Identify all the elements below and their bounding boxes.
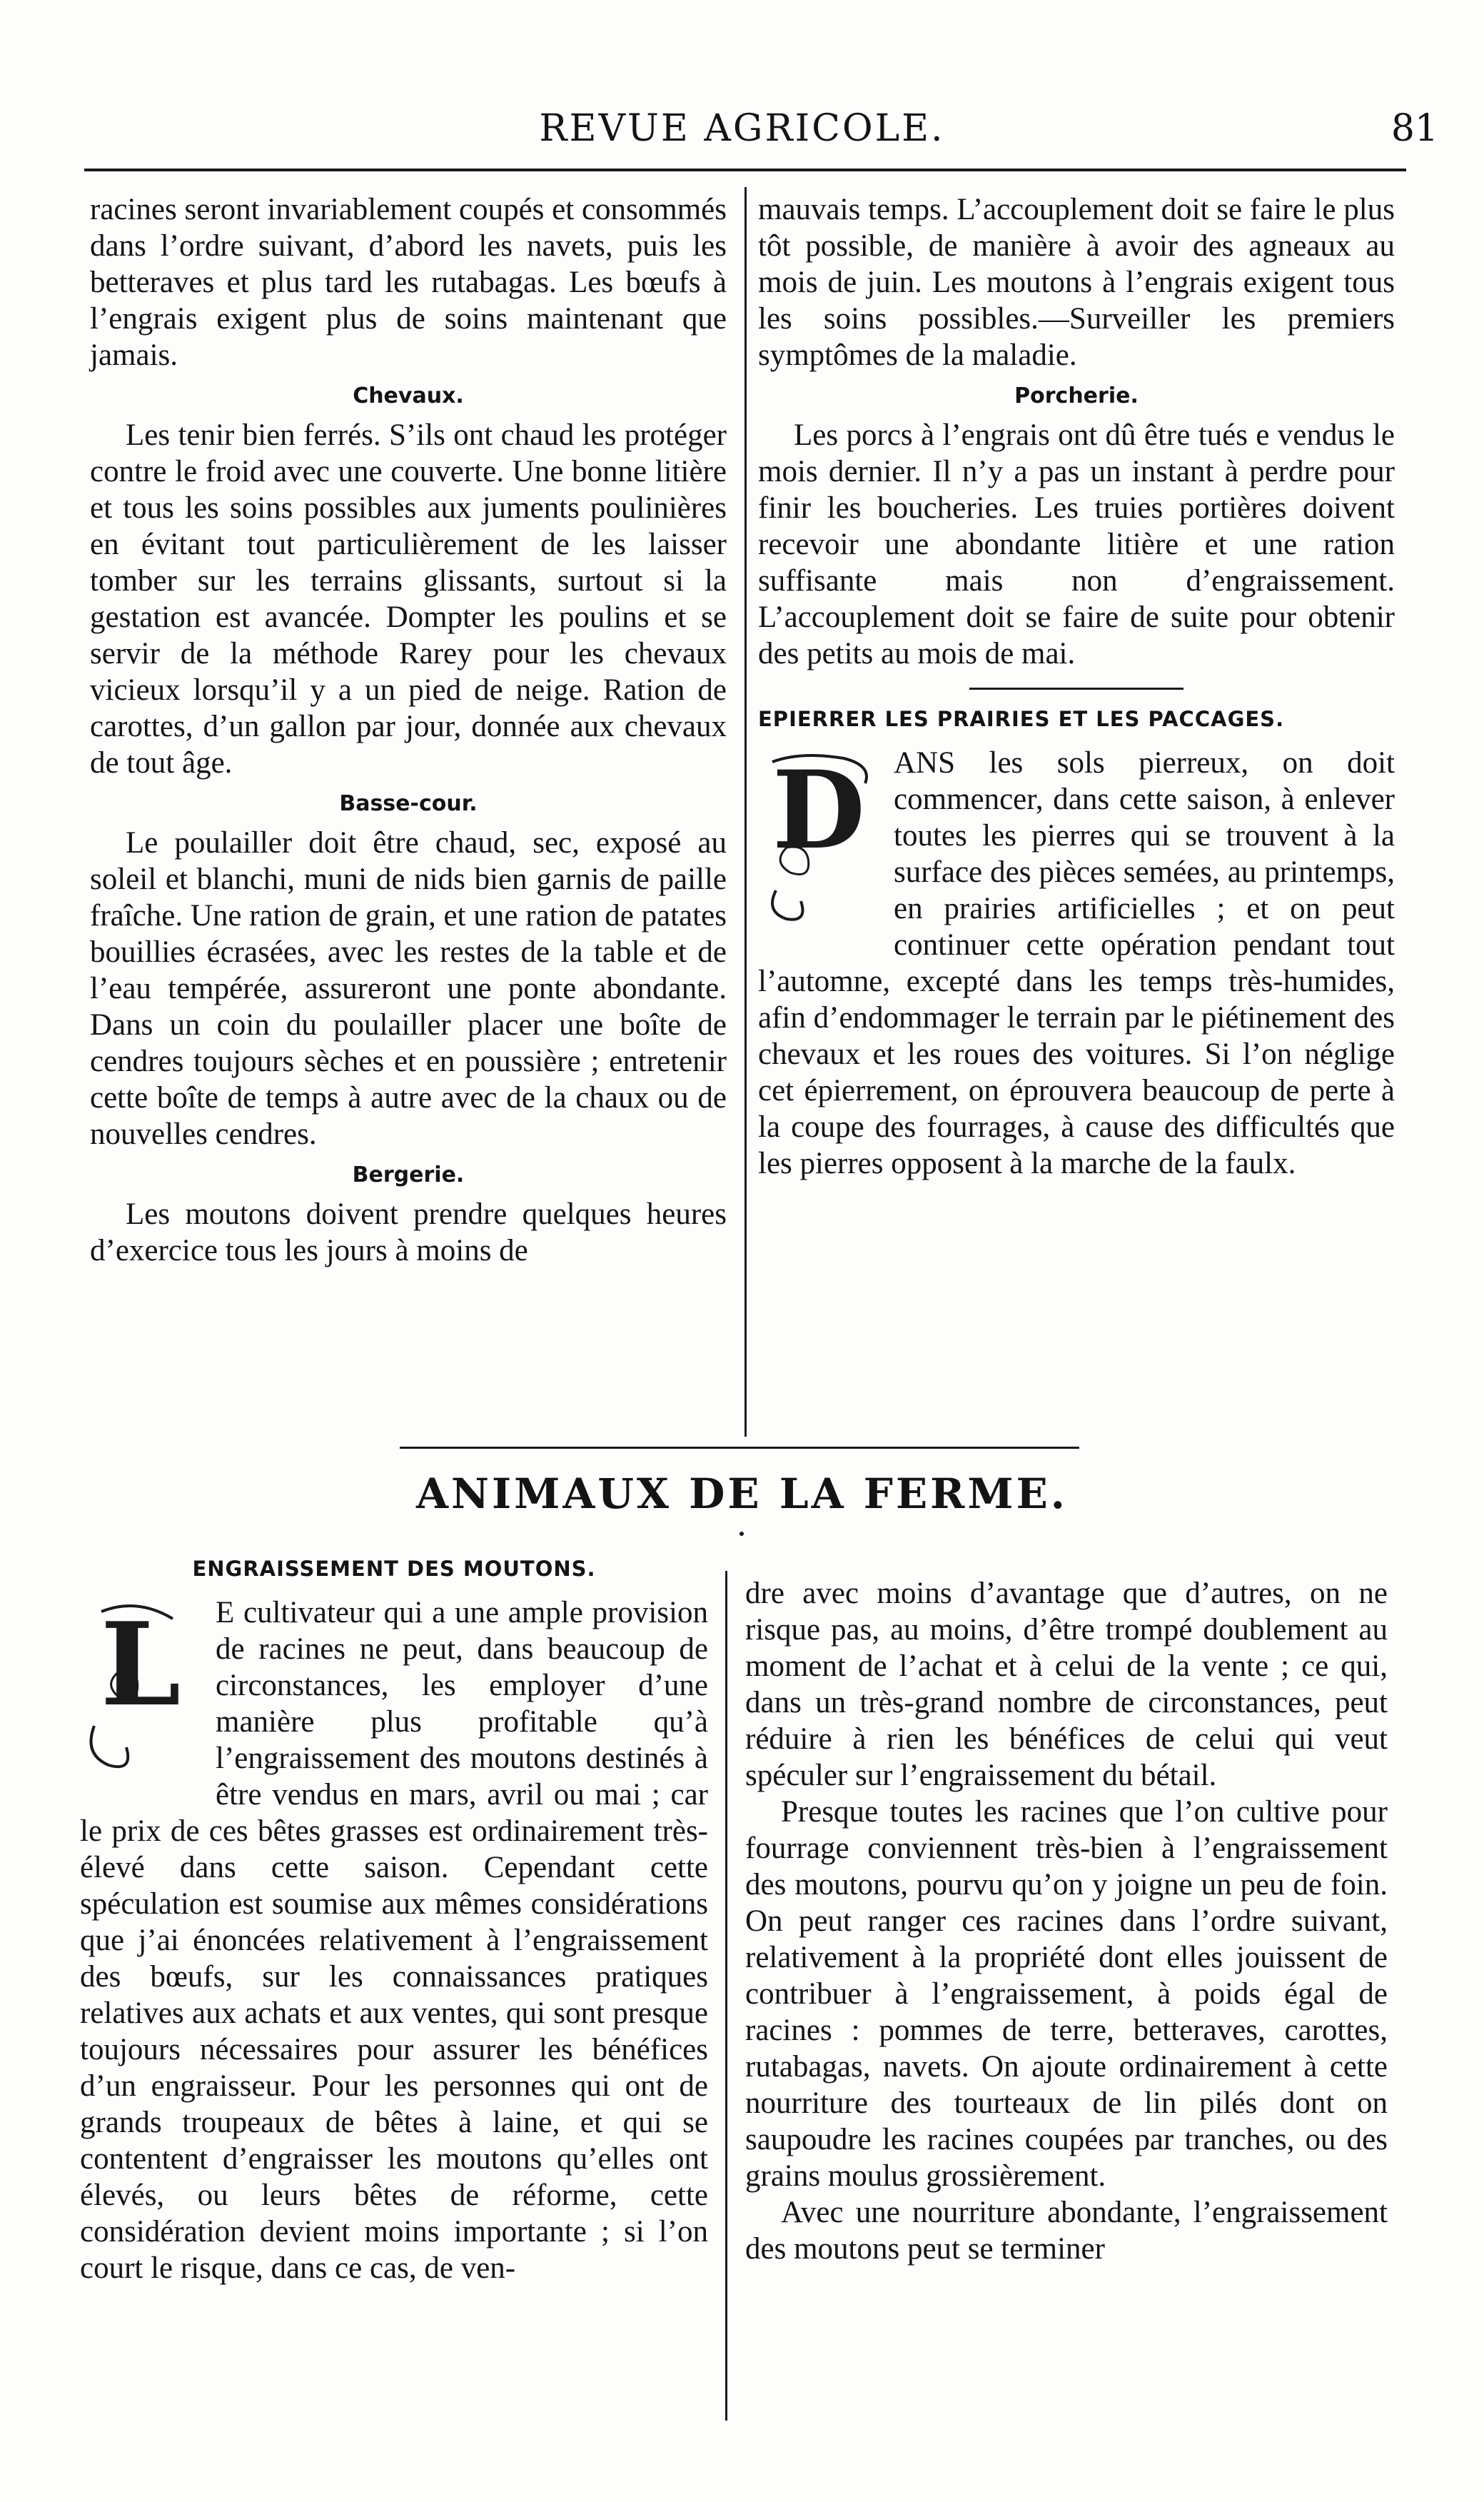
column-divider-bottom bbox=[725, 1571, 727, 2421]
subheading-porcherie: Porcherie. bbox=[1014, 383, 1139, 408]
column-divider-top bbox=[744, 187, 747, 1437]
paragraph bbox=[758, 745, 1395, 1182]
ornamental-dropcap-d bbox=[758, 748, 879, 926]
section-rule bbox=[400, 1447, 1079, 1449]
subheading-bergerie: Bergerie. bbox=[352, 1162, 465, 1187]
running-head: REVUE AGRICOLE. bbox=[539, 107, 945, 150]
bottom-left-column bbox=[80, 1549, 708, 2286]
page-number: 81 bbox=[1390, 107, 1438, 150]
paragraph: Presque toutes les racines que l’on cultive pour fourrage conviennent très-bien à l’engraissement des moutons, pourvu qu’on y joigne un peu de foin. On peut ranger ces racines dans l’ordre suivant, relativement à la propriété dont elles jouissent de contribuer à l’engraissement, à poids égal de racines : pommes de terre, betteraves, carottes, rutabagas, navets. On ajoute ordinairement à cette nourriture des tourteaux de lin pilés dont on saupoudre les racines coupées par tranches, ou des grains moulus grossièrement. bbox=[745, 1795, 1388, 2193]
paragraph: Les tenir bien ferrés. S’ils ont chaud les protéger contre le froid avec une couverte. Une bonne litière et tous les soins possibles aux juments poulinières en évitant tout particulièrement de les laisser tomber sur les terrains glissants, surtout si la gestation est avancée. Dompter les poulins et se servir de la méthode Rarey pour les chevaux vicieux lorsqu’il y a un pied de neige. Ration de carottes, d’un gallon par jour, donnée aux chevaux de tout âge. bbox=[90, 418, 727, 780]
subheading-engraissement: ENGRAISSEMENT DES MOUTONS. bbox=[192, 1557, 596, 1581]
subheading-epierrer: EPIERRER LES PRAIRIES ET LES PACCAGES. bbox=[758, 707, 1285, 731]
paragraph: racines seront invariablement coupés et consommés dans l’ordre suivant, d’abord les navets, puis les betteraves et plus tard les rutabagas. Les bœufs à l’engrais exigent plus de soins maintenant que jamais. bbox=[90, 193, 727, 372]
paragraph: Les porcs à l’engrais ont dû être tués e vendus le mois dernier. Il n’y a pas un instant à perdre pour finir les boucheries. Les truies portières doivent recevoir une abondante litière et une ration suffisante mais non d’engraissement. L’accouplement doit se faire de suite pour obtenir des petits au mois de mai. bbox=[758, 418, 1395, 670]
subheading-basse-cour: Basse-cour. bbox=[339, 791, 478, 816]
paragraph: dre avec moins d’avantage que d’autres, on ne risque pas, au moins, d’être trompé doublement au moment de l’achat et à celui de la vente ; ce qui, dans un très-grand nombre de circonstances, peut réduire à rien les bénéfices de celui qui veut spéculer sur l’engraissement du bétail. bbox=[745, 1577, 1388, 1792]
top-left-column bbox=[90, 191, 727, 1269]
title-dot bbox=[740, 1532, 744, 1536]
paragraph bbox=[80, 1594, 708, 2286]
paragraph: Le poulailler doit être chaud, sec, exposé au soleil et blanchi, muni de nids bien garnis de paille fraîche. Une ration de grain, et une ration de patates bouillies écrasées, avec les restes de la table et de l’eau tempérée, assureront une ponte abondante. Dans un coin du poulailler placer une boîte de cendres toujours sèches et en poussière ; entretenir cette boîte de temps à autre avec de la chaux ou de nouvelles cendres. bbox=[90, 826, 727, 1151]
svg-text:L: L bbox=[100, 1597, 181, 1732]
paragraph: mauvais temps. L’accouplement doit se faire le plus tôt possible, de manière à avoir des agneaux au mois de juin. Les moutons à l’engrais exigent tous les soins possibles.—Surveiller les premiers symptômes de la maladie. bbox=[758, 193, 1395, 372]
top-right-column bbox=[758, 191, 1395, 1182]
subheading-chevaux: Chevaux. bbox=[353, 383, 464, 408]
section-separator bbox=[969, 688, 1183, 690]
ornamental-dropcap-l bbox=[80, 1597, 201, 1776]
paragraph: Les moutons doivent prendre quelques heures d’exercice tous les jours à moins de bbox=[90, 1197, 727, 1267]
svg-text:D: D bbox=[772, 748, 866, 873]
section-title: ANIMAUX DE LA FERME. bbox=[416, 1469, 1068, 1518]
paragraph: Avec une nourriture abondante, l’engraissement des moutons peut se terminer bbox=[745, 2196, 1388, 2266]
bottom-right-column bbox=[745, 1575, 1388, 2267]
header-rule bbox=[84, 169, 1406, 171]
paragraph-text: ANS les sols pierreux, on doit commencer, dans cette saison, à enlever toutes les pierres qui se trouvent à la surface des pièces semées, au printemps, en prairies artificielles ; et on peut continuer cette opération pendant tout l’automne, excepté dans les temps très-humides, afin d’endommager le terrain par le piétinement des chevaux et les roues des voitures. Si l’on néglige cet épierrement, on éprouvera beaucoup de perte à la coupe des fourrages, à cause des difficultés que les pierres opposent à la marche de la faulx. bbox=[758, 746, 1395, 1180]
paragraph-text: E cultivateur qui a une ample provision de racines ne peut, dans beaucoup de circonstances, les employer d’une manière plus profitable qu’à l’engraissement des moutons destinés à être vendus en mars, avril ou mai ; car le prix de ces bêtes grasses est ordinairement très-élevé dans cette saison. Cependant cette spéculation est soumise aux mêmes considérations que j’ai énoncées relativement à l’engraissement des bœufs, sur les connaissances pratiques relatives aux achats et aux ventes, qui sont presque toujours nécessaires pour assurer les bénéfices d’un engraisseur. Pour les personnes qui ont de grands troupeaux de bêtes à laine, et qui se contentent d’engraisser les moutons qu’elles ont élevés, ou leurs bêtes de réforme, cette considération devient moins importante ; si l’on court le risque, dans ce cas, de ven- bbox=[80, 1596, 708, 2285]
